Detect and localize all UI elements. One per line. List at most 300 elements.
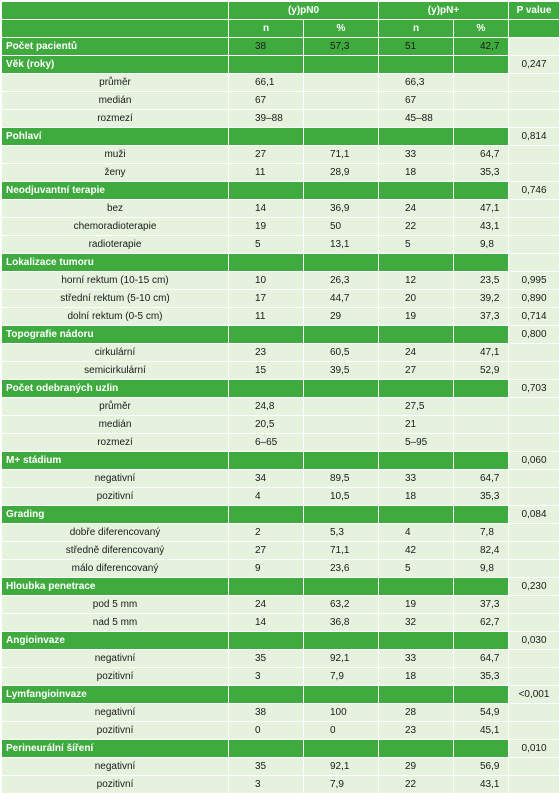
col-header-pct1: % [304,20,379,38]
cell-n-pn0: 11 [229,164,304,182]
cell-pct-pn-plus [454,578,509,596]
cell-n-pn-plus: 28 [379,704,454,722]
cell-pvalue [509,146,560,164]
cell-pct-pn0: 71,1 [304,542,379,560]
cell-n-pn-plus [379,182,454,200]
cell-pct-pn0: 29 [304,308,379,326]
row-label: M+ stádium [2,452,229,470]
cell-n-pn0: 3 [229,776,304,794]
table-row [2,362,560,380]
cell-pct-pn0 [304,434,379,452]
table-row [2,344,560,362]
table-row [2,308,560,326]
cell-pvalue: 0,060 [509,452,560,470]
row-label: Perineurální šíření [2,740,229,758]
cell-n-pn0: 15 [229,362,304,380]
cell-n-pn0 [229,506,304,524]
cell-n-pn0: 35 [229,758,304,776]
row-label: středně diferencovaný [2,542,229,560]
row-label: Lokalizace tumoru [2,254,229,272]
cell-pvalue: 0,800 [509,326,560,344]
cell-n-pn0: 5 [229,236,304,254]
cell-pvalue [509,110,560,128]
cell-n-pn0: 14 [229,200,304,218]
cell-n-pn-plus: 22 [379,776,454,794]
cell-pvalue: 0,230 [509,578,560,596]
cell-pct-pn0 [304,128,379,146]
cell-pct-pn-plus: 64,7 [454,146,509,164]
cell-n-pn0: 10 [229,272,304,290]
row-label: průměr [2,398,229,416]
cell-n-pn-plus [379,578,454,596]
cell-n-pn-plus [379,506,454,524]
table-row [2,164,560,182]
cell-n-pn-plus: 27,5 [379,398,454,416]
row-label: cirkulární [2,344,229,362]
cell-pct-pn-plus [454,686,509,704]
cell-n-pn0: 4 [229,488,304,506]
cell-n-pn-plus: 27 [379,362,454,380]
cell-n-pn0: 38 [229,704,304,722]
cell-n-pn0 [229,452,304,470]
cell-pvalue: 0,714 [509,308,560,326]
cell-n-pn0 [229,380,304,398]
row-label: bez [2,200,229,218]
cell-pct-pn-plus [454,398,509,416]
cell-pct-pn0: 44,7 [304,290,379,308]
cell-pct-pn-plus [454,128,509,146]
group-header-pn-plus: (y)pN+ [379,2,509,20]
cell-pvalue: 0,995 [509,272,560,290]
table-row [2,74,560,92]
cell-n-pn-plus: 20 [379,290,454,308]
table-row [2,218,560,236]
cell-n-pn-plus: 24 [379,200,454,218]
cell-pvalue [509,74,560,92]
cell-pct-pn-plus: 56,9 [454,758,509,776]
cell-n-pn0: 39–88 [229,110,304,128]
cell-n-pn0: 20,5 [229,416,304,434]
category-row [2,506,560,524]
cell-n-pn-plus: 45–88 [379,110,454,128]
col-header-n1: n [229,20,304,38]
cell-pct-pn0: 63,2 [304,596,379,614]
cell-n-pn0: 0 [229,722,304,740]
row-label: muži [2,146,229,164]
category-row [2,182,560,200]
cell-n-pn-plus: 51 [379,38,454,56]
cell-pct-pn0: 5,3 [304,524,379,542]
cell-pct-pn0 [304,74,379,92]
cell-pct-pn0: 0 [304,722,379,740]
row-label: negativní [2,758,229,776]
cell-pct-pn0 [304,740,379,758]
cell-n-pn0 [229,326,304,344]
row-label: pozitivní [2,776,229,794]
header-row-groups [2,2,560,20]
cell-n-pn-plus: 19 [379,596,454,614]
cell-n-pn0 [229,56,304,74]
table-row [2,614,560,632]
cell-pct-pn-plus [454,632,509,650]
cell-pct-pn-plus: 64,7 [454,650,509,668]
cell-pct-pn-plus: 45,1 [454,722,509,740]
cell-pct-pn-plus: 9,8 [454,560,509,578]
table-row [2,650,560,668]
row-label: pozitivní [2,488,229,506]
cell-pct-pn0: 26,3 [304,272,379,290]
group-header-pn0: (y)pN0 [229,2,379,20]
header-corner-2 [2,20,229,38]
cell-pct-pn-plus: 52,9 [454,362,509,380]
pvalue-header: P value [509,2,560,20]
category-row [2,452,560,470]
cell-n-pn-plus: 5–95 [379,434,454,452]
cell-n-pn0: 3 [229,668,304,686]
cell-pvalue [509,236,560,254]
cell-n-pn-plus [379,380,454,398]
table-row [2,776,560,794]
row-label: Počet pacientů [2,38,229,56]
row-label: Lymfangioinvaze [2,686,229,704]
row-label: průměr [2,74,229,92]
cell-pvalue [509,38,560,56]
cell-pct-pn0: 10,5 [304,488,379,506]
table-row [2,722,560,740]
cell-n-pn-plus: 12 [379,272,454,290]
category-row [2,128,560,146]
table-row [2,560,560,578]
cell-n-pn0: 9 [229,560,304,578]
cell-pvalue [509,488,560,506]
cell-pct-pn-plus [454,74,509,92]
cell-pvalue [509,218,560,236]
row-label: dobře diferencovaný [2,524,229,542]
cell-pct-pn-plus: 47,1 [454,200,509,218]
row-label: nad 5 mm [2,614,229,632]
row-label: semicirkulární [2,362,229,380]
cell-pct-pn0 [304,398,379,416]
pvalue-header-empty [509,20,560,38]
cell-pct-pn-plus: 37,3 [454,308,509,326]
cell-pct-pn-plus: 23,5 [454,272,509,290]
cell-pct-pn-plus: 43,1 [454,218,509,236]
cell-pvalue [509,344,560,362]
cell-pct-pn0: 7,9 [304,776,379,794]
cell-n-pn-plus: 42 [379,542,454,560]
col-header-pct2: % [454,20,509,38]
cell-n-pn0: 17 [229,290,304,308]
category-row [2,56,560,74]
cell-n-pn-plus: 32 [379,614,454,632]
cell-pvalue: 0,703 [509,380,560,398]
cell-pct-pn-plus: 54,9 [454,704,509,722]
cell-pct-pn0: 71,1 [304,146,379,164]
cell-n-pn0: 27 [229,146,304,164]
cell-n-pn-plus: 18 [379,488,454,506]
cell-pvalue: 0,030 [509,632,560,650]
cell-pct-pn-plus: 9,8 [454,236,509,254]
cell-n-pn-plus [379,452,454,470]
row-label: chemoradioterapie [2,218,229,236]
cell-n-pn-plus: 67 [379,92,454,110]
cell-n-pn0: 27 [229,542,304,560]
cell-n-pn-plus: 5 [379,236,454,254]
cell-pct-pn0: 28,9 [304,164,379,182]
cell-n-pn-plus: 22 [379,218,454,236]
cell-pct-pn-plus [454,416,509,434]
cell-pct-pn-plus: 35,3 [454,164,509,182]
cell-n-pn-plus: 5 [379,560,454,578]
table-row [2,416,560,434]
table-row [2,398,560,416]
cell-pct-pn-plus: 39,2 [454,290,509,308]
cell-n-pn-plus: 18 [379,164,454,182]
row-label: Počet odebraných uzlin [2,380,229,398]
row-label: Hloubka penetrace [2,578,229,596]
cell-pvalue [509,254,560,272]
cell-pvalue [509,776,560,794]
cell-pvalue [509,758,560,776]
row-label: horní rektum (10-15 cm) [2,272,229,290]
cell-n-pn0: 2 [229,524,304,542]
cell-n-pn0: 35 [229,650,304,668]
cell-pct-pn-plus: 42,7 [454,38,509,56]
cell-pct-pn0: 100 [304,704,379,722]
cell-n-pn-plus: 33 [379,146,454,164]
row-label: Pohlaví [2,128,229,146]
row-label: Neodjuvantní terapie [2,182,229,200]
cell-n-pn-plus: 18 [379,668,454,686]
row-label: málo diferencovaný [2,560,229,578]
cell-pct-pn0 [304,416,379,434]
cell-pct-pn-plus [454,380,509,398]
cell-n-pn0: 66,1 [229,74,304,92]
row-label: Věk (roky) [2,56,229,74]
cell-n-pn0: 34 [229,470,304,488]
cell-n-pn0: 24,8 [229,398,304,416]
cell-pvalue [509,668,560,686]
cell-n-pn-plus: 33 [379,650,454,668]
cell-pct-pn0: 89,5 [304,470,379,488]
cell-n-pn-plus: 23 [379,722,454,740]
row-label: rozmezí [2,110,229,128]
cell-n-pn0: 19 [229,218,304,236]
header-row-columns [2,20,560,38]
cell-pvalue [509,470,560,488]
table-row [2,110,560,128]
cell-n-pn-plus [379,128,454,146]
cell-pct-pn-plus [454,182,509,200]
cell-n-pn-plus: 66,3 [379,74,454,92]
cell-pct-pn0 [304,686,379,704]
row-label: pod 5 mm [2,596,229,614]
category-row [2,380,560,398]
table-row [2,92,560,110]
cell-pvalue [509,560,560,578]
cell-pct-pn-plus [454,56,509,74]
table-row [2,596,560,614]
cell-pct-pn-plus: 37,3 [454,596,509,614]
row-label: medián [2,416,229,434]
cell-n-pn0: 14 [229,614,304,632]
col-header-n2: n [379,20,454,38]
table-row [2,470,560,488]
row-label: radioterapie [2,236,229,254]
table-row [2,290,560,308]
table-row [2,200,560,218]
cell-pvalue: 0,010 [509,740,560,758]
cell-n-pn-plus: 33 [379,470,454,488]
cell-n-pn-plus: 19 [379,308,454,326]
cell-pvalue [509,398,560,416]
cell-pct-pn-plus [454,434,509,452]
cell-pct-pn-plus [454,110,509,128]
cell-n-pn-plus [379,56,454,74]
table-row [2,434,560,452]
cell-pct-pn-plus: 64,7 [454,470,509,488]
cell-pct-pn0: 60,5 [304,344,379,362]
cell-n-pn-plus [379,254,454,272]
cell-pct-pn0 [304,632,379,650]
cell-pct-pn0 [304,380,379,398]
cell-pct-pn0: 57,3 [304,38,379,56]
cell-pct-pn-plus: 82,4 [454,542,509,560]
row-label: Grading [2,506,229,524]
cell-pct-pn0: 7,9 [304,668,379,686]
cell-n-pn-plus [379,632,454,650]
cell-pct-pn-plus [454,452,509,470]
cell-n-pn0 [229,182,304,200]
cell-pvalue [509,722,560,740]
cell-n-pn0 [229,740,304,758]
cell-n-pn0: 6–65 [229,434,304,452]
cell-pvalue [509,200,560,218]
row-label: střední rektum (5-10 cm) [2,290,229,308]
cell-pct-pn0 [304,326,379,344]
cell-pct-pn0: 39,5 [304,362,379,380]
cell-pvalue [509,596,560,614]
cell-pvalue: 0,247 [509,56,560,74]
cell-pvalue: 0,814 [509,128,560,146]
cell-pct-pn0 [304,452,379,470]
cell-pct-pn0: 92,1 [304,650,379,668]
category-row [2,38,560,56]
table-row [2,146,560,164]
row-label: medián [2,92,229,110]
cell-n-pn0 [229,578,304,596]
cell-n-pn-plus: 21 [379,416,454,434]
category-row [2,326,560,344]
table-row [2,758,560,776]
cell-pct-pn0 [304,110,379,128]
cell-pct-pn-plus [454,92,509,110]
category-row [2,578,560,596]
cell-pvalue [509,524,560,542]
cell-pvalue: 0,890 [509,290,560,308]
row-label: pozitivní [2,668,229,686]
cell-pvalue [509,542,560,560]
row-label: Topografie nádoru [2,326,229,344]
cell-pvalue [509,362,560,380]
row-label: negativní [2,650,229,668]
row-label: Angioinvaze [2,632,229,650]
cell-pct-pn-plus [454,326,509,344]
cell-pvalue: <0,001 [509,686,560,704]
cell-pct-pn0 [304,254,379,272]
cell-pct-pn-plus: 62,7 [454,614,509,632]
cell-pvalue [509,92,560,110]
cell-pct-pn0 [304,92,379,110]
cell-pct-pn-plus: 35,3 [454,488,509,506]
cell-pct-pn-plus: 43,1 [454,776,509,794]
row-label: pozitivní [2,722,229,740]
cell-pvalue [509,434,560,452]
cell-pct-pn0: 50 [304,218,379,236]
cell-pvalue [509,614,560,632]
cell-pvalue [509,164,560,182]
table-row [2,236,560,254]
table-row [2,272,560,290]
cell-n-pn-plus [379,326,454,344]
cell-pvalue: 0,084 [509,506,560,524]
cell-n-pn0 [229,632,304,650]
cell-pct-pn0 [304,578,379,596]
table-row [2,704,560,722]
cell-pct-pn0 [304,56,379,74]
row-label: ženy [2,164,229,182]
table-row [2,488,560,506]
cell-n-pn0 [229,128,304,146]
cell-pct-pn-plus [454,740,509,758]
cell-n-pn0 [229,254,304,272]
table-row [2,668,560,686]
cell-n-pn-plus [379,740,454,758]
patient-characteristics-table [1,1,560,794]
cell-pct-pn0: 92,1 [304,758,379,776]
cell-pct-pn0: 36,9 [304,200,379,218]
row-label: dolní rektum (0-5 cm) [2,308,229,326]
cell-n-pn0: 24 [229,596,304,614]
category-row [2,686,560,704]
cell-pct-pn-plus [454,506,509,524]
cell-pvalue [509,704,560,722]
cell-n-pn-plus [379,686,454,704]
cell-pct-pn0: 36,8 [304,614,379,632]
table-row [2,524,560,542]
cell-pct-pn-plus: 35,3 [454,668,509,686]
cell-pvalue: 0,746 [509,182,560,200]
cell-pvalue [509,650,560,668]
cell-pct-pn-plus: 47,1 [454,344,509,362]
cell-n-pn-plus: 24 [379,344,454,362]
cell-pct-pn0 [304,182,379,200]
cell-pct-pn0: 23,6 [304,560,379,578]
cell-n-pn0: 23 [229,344,304,362]
header-corner [2,2,229,20]
category-row [2,254,560,272]
cell-n-pn0: 11 [229,308,304,326]
category-row [2,632,560,650]
cell-n-pn0 [229,686,304,704]
table-row [2,542,560,560]
row-label: negativní [2,470,229,488]
category-row [2,740,560,758]
cell-pct-pn-plus: 7,8 [454,524,509,542]
cell-n-pn0: 38 [229,38,304,56]
row-label: negativní [2,704,229,722]
row-label: rozmezí [2,434,229,452]
